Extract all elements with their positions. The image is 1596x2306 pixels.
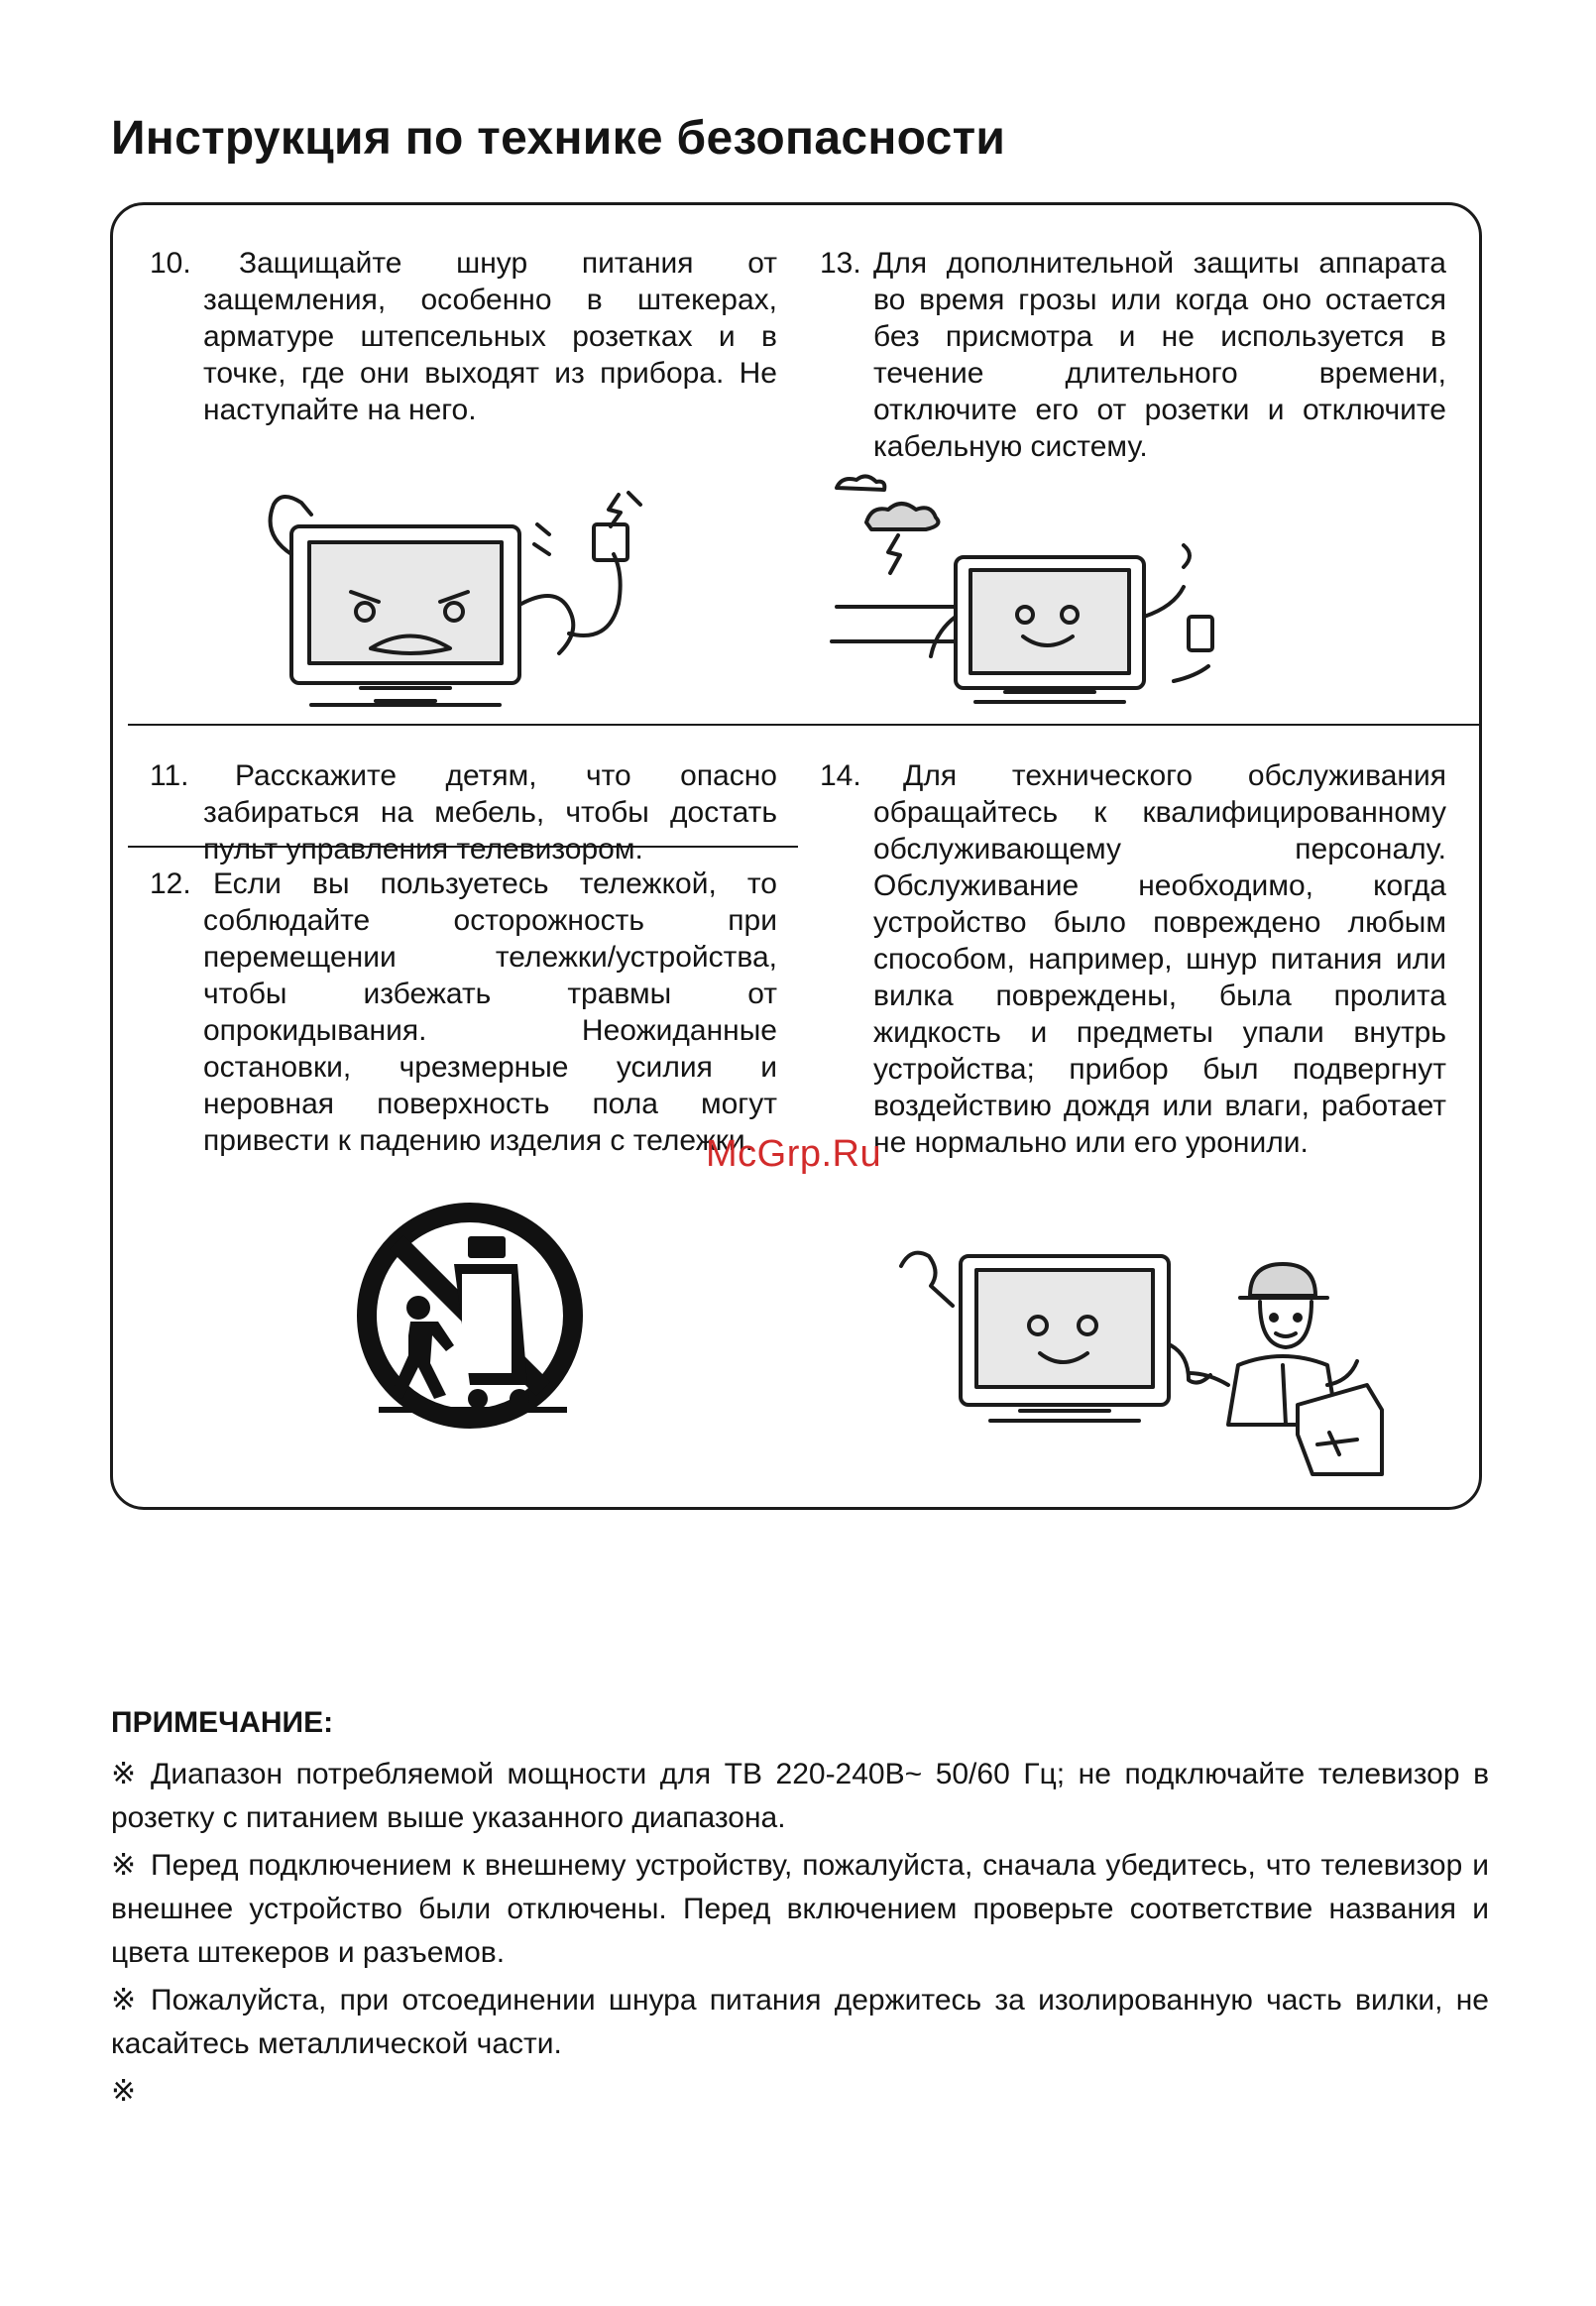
item-number: 10. <box>150 247 191 280</box>
reference-mark-icon: ※ <box>111 1849 137 1882</box>
item-number: 13. <box>820 247 861 280</box>
note-text: Диапазон потребляемой мощности для ТВ 220-240В~ 50/60 Гц; не подключайте телевизор в розетку с питанием выше указанного диапазона. <box>111 1758 1489 1834</box>
instruction-item-12 <box>150 865 777 1159</box>
note-line-4 <box>111 2070 1489 2114</box>
no-cart-tipover-icon <box>351 1197 589 1435</box>
instruction-item-14 <box>820 757 1446 1161</box>
section-divider <box>128 724 1482 726</box>
safety-instructions-box <box>110 202 1482 1510</box>
instruction-item-10 <box>150 245 777 428</box>
reference-mark-icon: ※ <box>111 2075 137 2108</box>
reference-mark-icon: ※ <box>111 1984 137 2017</box>
note-text: Пожалуйста, при отсоединении шнура питания держитесь за изолированную часть вилки, не касайтесь металлической части. <box>111 1984 1489 2060</box>
item-text: Защищайте шнур питания от защемления, особенно в штекерах, арматуре штепсельных розетках и в точке, где они выходят из прибора. Не наступайте на него. <box>203 247 777 426</box>
note-line-2 <box>111 1844 1489 1975</box>
note-line-3 <box>111 1979 1489 2066</box>
instruction-item-13 <box>820 245 1446 465</box>
item-number: 12. <box>150 867 191 900</box>
notes-heading: ПРИМЕЧАНИЕ: <box>111 1706 334 1739</box>
instruction-item-11 <box>150 757 777 867</box>
item-text: Расскажите детям, что опасно забираться на мебель, чтобы достать пульт управления телевизором. <box>203 759 777 865</box>
item-number: 14. <box>820 759 861 792</box>
item-text: Для дополнительной защиты аппарата во время грозы или когда оно остается без присмотра и не используется в течение длительного времени, отключите его от розетки и отключите кабельную систему. <box>873 247 1446 463</box>
angry-tv-cord-illustration <box>252 485 668 713</box>
page-title: Инструкция по технике безопасности <box>111 112 1006 165</box>
thunderstorm-unplug-illustration <box>827 468 1243 716</box>
item-text: Если вы пользуетесь тележкой, то соблюдайте осторожность при перемещении тележки/устройства, чтобы избежать травмы от опрокидывания. Неожиданные остановки, чрезмерные усилия и неровная поверхность пола могут привести к падению изделия с тележки. <box>203 867 777 1157</box>
service-technician-illustration <box>891 1236 1387 1494</box>
watermark: McGrp.Ru <box>706 1133 882 1175</box>
reference-mark-icon: ※ <box>111 1758 137 1790</box>
note-line-1 <box>111 1753 1489 1840</box>
item-text: Для технического обслуживания обращайтесь к квалифицированному обслуживающему персоналу. Обслуживание необходимо, когда устройство было повреждено любым способом, например, шнур питания или вилка повреждены, была пролита жидкость и предметы упали внутрь устройства; прибор был подвергнут воздействию дождя или влаги, работает не нормально или его уронили. <box>873 759 1446 1159</box>
notes-section <box>111 1703 1489 2118</box>
note-text: Перед подключением к внешнему устройству, пожалуйста, сначала убедитесь, что телевизор и внешнее устройство были отключены. Перед включением проверьте соответствие названия и цвета штекеров и разъемов. <box>111 1849 1489 1969</box>
item-number: 11. <box>150 759 189 792</box>
